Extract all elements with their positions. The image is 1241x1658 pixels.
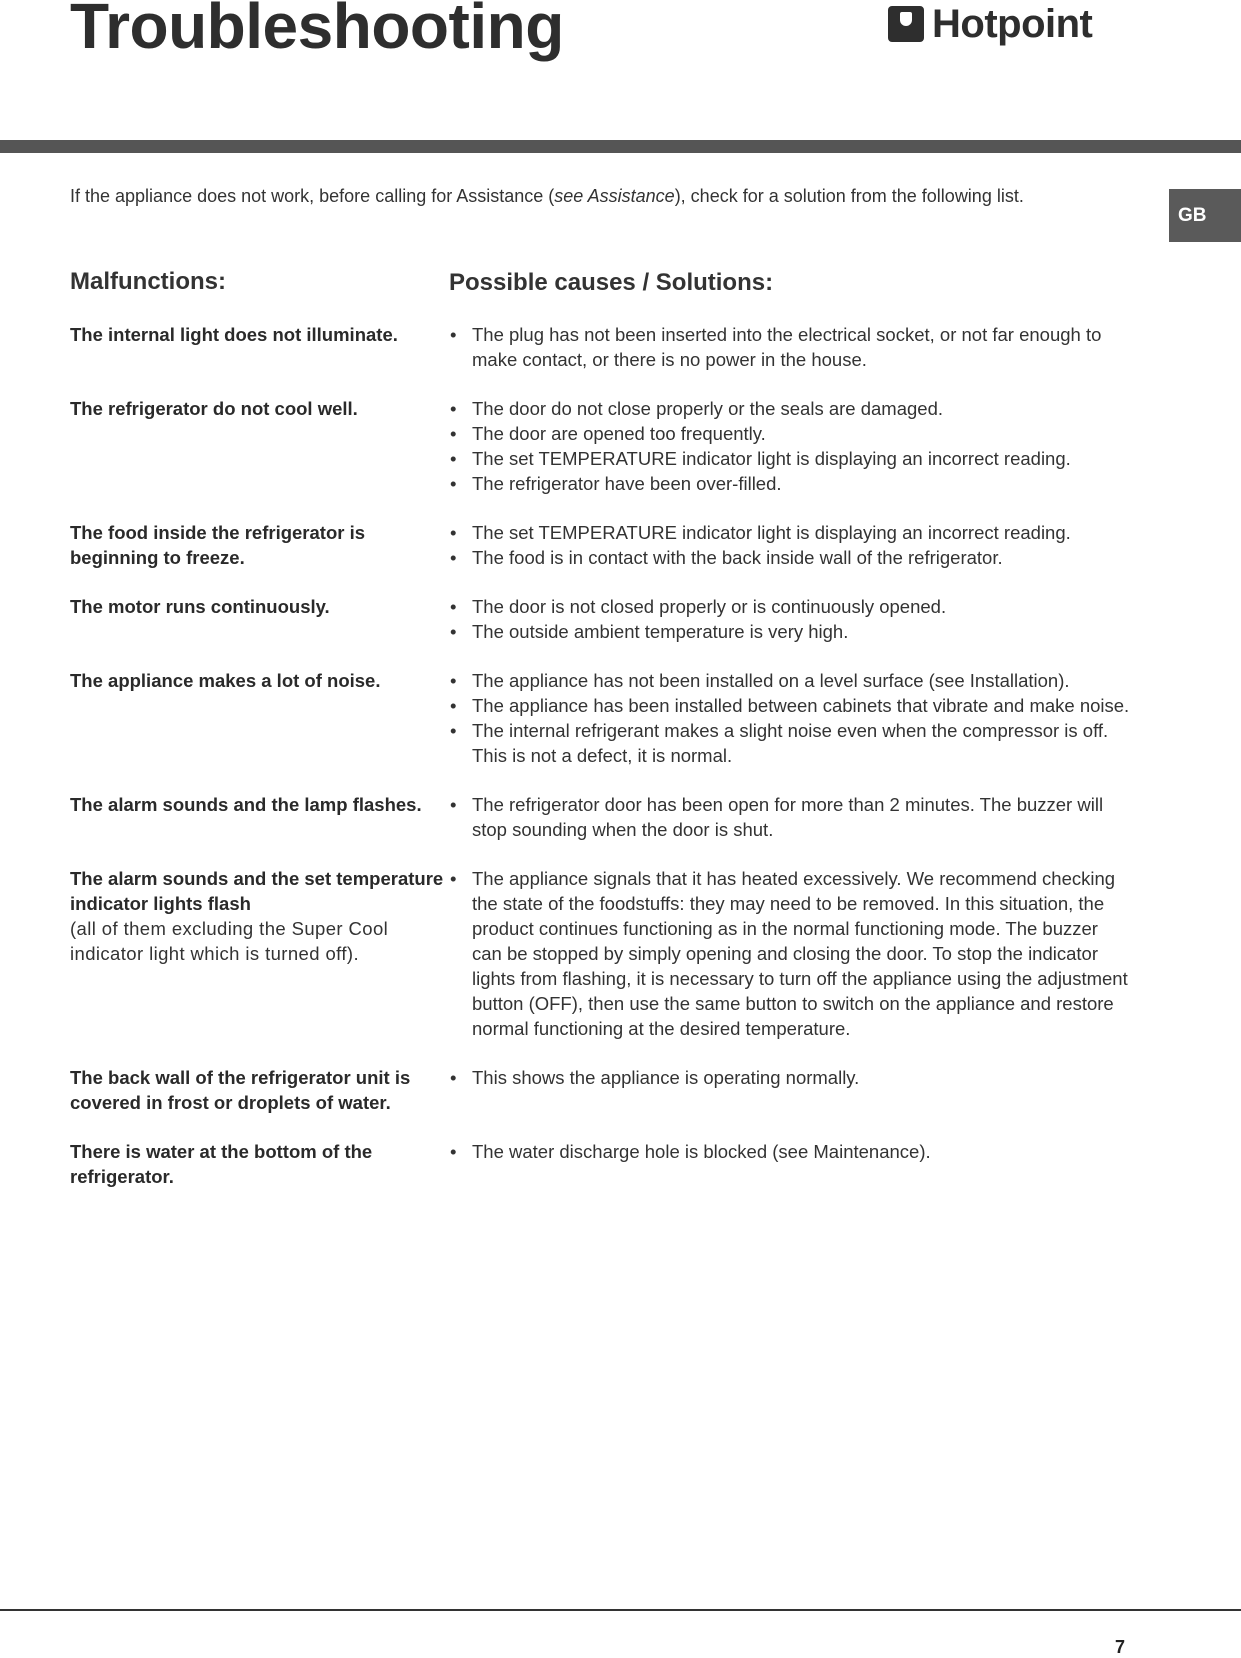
see-assistance-reference: see Assistance [554,186,675,206]
cause-item: • The water discharge hole is blocked (see Maintenance). [450,1139,1130,1164]
malfunction-label [70,1065,450,1115]
cause-item: • The appliance signals that it has heated excessively. We recommend checking the state of the foodstuffs: they may need to be removed. In this situation, the product continues functioning as in the normal functioning mode. The buzzer can be stopped by simply opening and closing the door. To stop the indicator lights from flashing, it is necessary to turn off the appliance using the adjustment button (OFF), then use the same button to switch on the appliance and restore normal functioning at the desired temperature. [450,866,1130,1041]
cause-item: • The door is not closed properly or is continuously opened. [450,594,1130,619]
malfunctions-heading: Malfunctions: [70,268,226,295]
malfunction-text: The internal light does not illuminate. [70,324,398,345]
malfunction-note: (all of them excluding the Super Cool indicator light which is turned off). [70,918,389,964]
causes-list [450,594,1130,644]
troubleshooting-row [70,396,1130,496]
malfunction-label [70,1139,450,1189]
cause-item: • The appliance has not been installed on a level surface (see Installation). [450,668,1130,693]
causes-list [450,396,1130,496]
cause-item: • The refrigerator have been over-filled. [450,471,1130,496]
causes-list [450,520,1130,570]
malfunction-text: The back wall of the refrigerator unit is covered in frost or droplets of water. [70,1067,411,1113]
malfunction-text: The food inside the refrigerator is beginning to freeze. [70,522,366,568]
cause-item: • The set TEMPERATURE indicator light is displaying an incorrect reading. [450,446,1130,471]
malfunction-label [70,668,450,768]
cause-item: • The appliance has been installed between cabinets that vibrate and make noise. [450,693,1130,718]
malfunction-label [70,792,450,842]
causes-list [450,322,1130,372]
cause-item: • The outside ambient temperature is very high. [450,619,1130,644]
solutions-heading: Possible causes / Solutions: [449,269,774,296]
page-number: 7 [1115,1637,1126,1657]
troubleshooting-row [70,1065,1130,1115]
malfunction-label [70,866,450,1041]
malfunction-text: There is water at the bottom of the refrigerator. [70,1141,373,1187]
brand-logo [888,2,1092,46]
cause-item: • The food is in contact with the back inside wall of the refrigerator. [450,545,1130,570]
cause-item: • The door do not close properly or the seals are damaged. [450,396,1130,421]
troubleshooting-row [70,1139,1130,1189]
malfunction-label [70,396,450,496]
malfunction-text: The alarm sounds and the set temperature indicator lights flash [70,868,444,914]
cause-item: • The plug has not been inserted into the electrical socket, or not far enough to make contact, or there is no power in the house. [450,322,1130,372]
page-title: Troubleshooting [70,0,564,62]
troubleshooting-row [70,792,1130,842]
causes-list [450,668,1130,768]
intro-after: ), check for a solution from the following list. [674,186,1024,206]
troubleshooting-row [70,594,1130,644]
language-tab: GB [1169,189,1241,242]
intro-before: If the appliance does not work, before calling for Assistance ( [70,186,555,206]
header-divider [0,140,1241,153]
troubleshooting-row [70,520,1130,570]
cause-item: • This shows the appliance is operating normally. [450,1065,1130,1090]
malfunction-label [70,322,450,372]
hotpoint-logo-icon [888,6,924,42]
causes-list [450,1139,1130,1189]
intro-text [70,186,1160,207]
cause-item: • The internal refrigerant makes a slight noise even when the compressor is off. This is not a defect, it is normal. [450,718,1130,768]
malfunction-label [70,594,450,644]
troubleshooting-row [70,866,1130,1041]
causes-list [450,1065,1130,1115]
troubleshooting-row [70,322,1130,372]
cause-item: • The door are opened too frequently. [450,421,1130,446]
cause-item: • The refrigerator door has been open for more than 2 minutes. The buzzer will stop sounding when the door is shut. [450,792,1130,842]
malfunction-text: The motor runs continuously. [70,596,330,617]
troubleshooting-table [70,322,1130,1213]
troubleshooting-row [70,668,1130,768]
causes-list [450,866,1130,1041]
malfunction-text: The appliance makes a lot of noise. [70,670,381,691]
footer-divider [0,1609,1241,1611]
brand-name: Hotpoint [932,1,1093,46]
malfunction-text: The alarm sounds and the lamp flashes. [70,794,422,815]
cause-item: • The set TEMPERATURE indicator light is displaying an incorrect reading. [450,520,1130,545]
malfunction-label [70,520,450,570]
causes-list [450,792,1130,842]
malfunction-text: The refrigerator do not cool well. [70,398,358,419]
